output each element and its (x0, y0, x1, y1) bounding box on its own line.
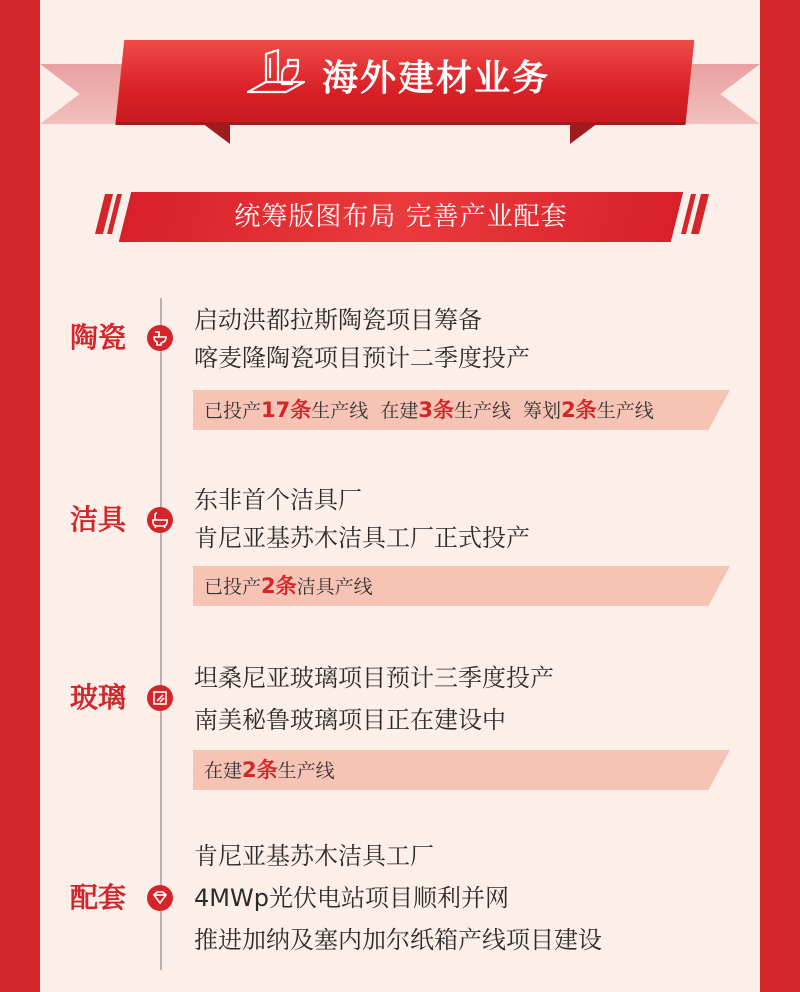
highlight-segment: 生产线 在建 (311, 400, 419, 422)
title-ribbon (0, 0, 800, 150)
list-item: 肯尼亚基苏木洁具工厂正式投产 (194, 524, 530, 552)
list-item: 坦桑尼亚玻璃项目预计三季度投产 (194, 664, 554, 692)
highlight-number: 17条 (261, 398, 312, 422)
highlight-segment: 已投产 (204, 576, 262, 598)
highlight-text (204, 566, 373, 607)
page-title: 海外建材业务 (322, 58, 551, 99)
list-item: 南美秘鲁玻璃项目正在建设中 (194, 706, 506, 734)
highlight-number: 2条 (561, 398, 597, 422)
highlight-segment: 生产线 筹划 (453, 400, 562, 422)
highlight-number: 2条 (242, 758, 278, 782)
category-label: 洁具 (70, 503, 127, 536)
highlight-text (204, 390, 654, 431)
list-item: 启动洪都拉斯陶瓷项目筹备 (194, 306, 482, 334)
highlight-text (204, 750, 335, 791)
highlight-number: 3条 (418, 398, 454, 422)
bathtub-icon (147, 507, 173, 533)
toilet-icon (147, 325, 173, 351)
timeline-line (160, 298, 162, 970)
highlight-segment: 在建 (204, 760, 243, 782)
highlight-segment: 已投产 (204, 400, 262, 422)
highlight-segment: 生产线 (277, 760, 335, 782)
highlight-number: 2条 (261, 574, 297, 598)
diamond-icon (147, 885, 173, 911)
category-label: 陶瓷 (70, 321, 127, 354)
list-item: 4MWp光伏电站项目顺利并网 (194, 884, 509, 912)
highlight-segment: 洁具产线 (296, 576, 373, 598)
highlight-segment: 生产线 (596, 400, 654, 422)
glass-pane-icon (147, 685, 173, 711)
list-item: 推进加纳及塞内加尔纸箱产线项目建设 (194, 926, 602, 954)
category-label: 玻璃 (70, 681, 127, 714)
list-item: 喀麦隆陶瓷项目预计二季度投产 (194, 344, 530, 372)
category-label: 配套 (70, 881, 127, 914)
list-item: 东非首个洁具厂 (194, 486, 362, 514)
building-materials-icon (244, 48, 308, 104)
list-item: 肯尼亚基苏木洁具工厂 (194, 842, 434, 870)
subtitle: 统筹版图布局 完善产业配套 (234, 202, 568, 232)
